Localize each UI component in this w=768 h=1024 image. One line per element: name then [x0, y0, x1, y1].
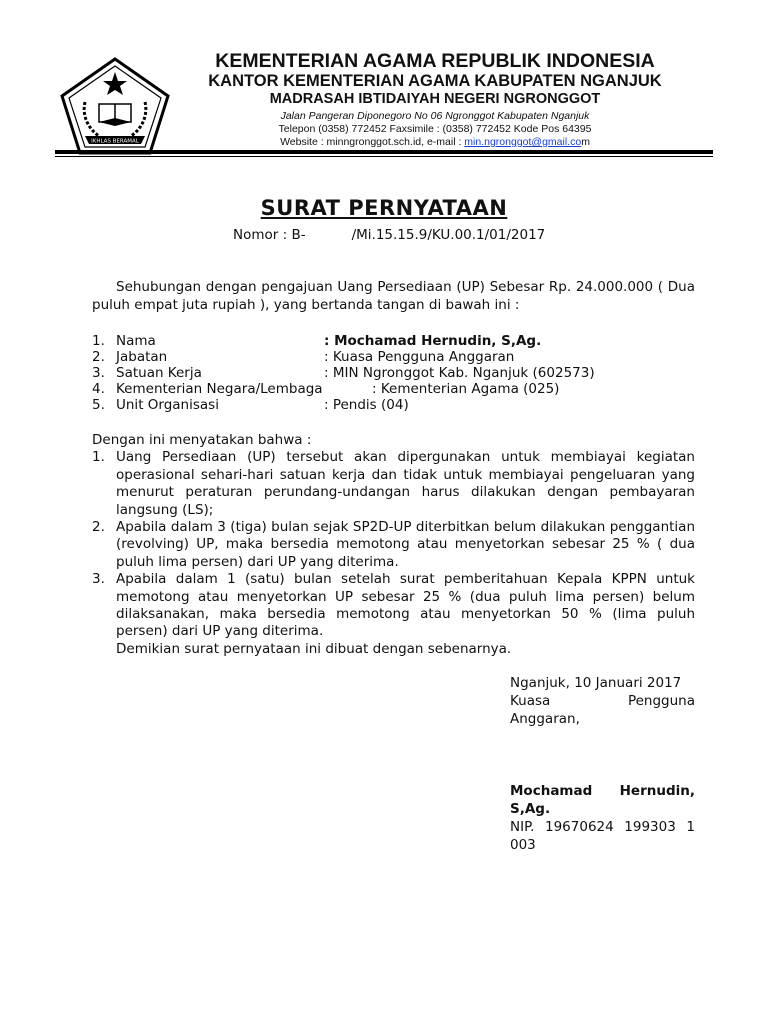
statement-intro: Dengan ini menyatakan bahwa :	[92, 432, 312, 448]
kemenag-emblem-logo	[55, 56, 175, 158]
letterhead-ministry: KEMENTERIAN AGAMA REPUBLIK INDONESIA	[215, 50, 655, 72]
document-title: SURAT PERNYATAAN	[260, 196, 508, 220]
field-value: : Mochamad Hernudin, S,Ag.	[324, 333, 542, 349]
field-label: Satuan Kerja	[116, 365, 202, 381]
statement-item	[92, 571, 695, 641]
field-value: : Kementerian Agama (025)	[372, 381, 560, 397]
email-link[interactable]: min.ngronggot@gmail.co	[464, 136, 582, 148]
closing-sentence: Demikian surat pernyataan ini dibuat dengan sebenarnya.	[116, 640, 512, 657]
document-number	[233, 227, 545, 243]
field-number: 3.	[92, 365, 105, 381]
signer-role: Kuasa Pengguna	[510, 693, 695, 709]
field-number: 4.	[92, 381, 105, 397]
place-date: Nganjuk, 10 Januari 2017	[510, 675, 682, 691]
field-satuan-kerja	[92, 365, 595, 382]
statement-text: Uang Persediaan (UP) tersebut akan dipergunakan untuk membiayai kegiatan operasional sehari-hari satuan kerja dan tidak untuk membiayai pengeluaran yang menurut peraturan perundang-undangan harus dilakukan dengan pembayaran langsung (LS);	[116, 449, 695, 518]
field-nama	[92, 333, 542, 350]
letterhead-office: KANTOR KEMENTERIAN AGAMA KABUPATEN NGANJUK	[208, 72, 662, 90]
letterhead	[180, 50, 690, 149]
nomor-label: Nomor : B-	[233, 227, 306, 243]
field-label: Unit Organisasi	[116, 397, 219, 413]
field-jabatan	[92, 349, 515, 366]
field-value: : Kuasa Pengguna Anggaran	[324, 349, 515, 365]
statement-item	[92, 449, 695, 519]
email-suffix: m	[581, 136, 590, 148]
nomor-value: /Mi.15.15.9/KU.00.1/01/2017	[351, 227, 546, 243]
field-label: Nama	[116, 333, 156, 349]
field-kementerian	[92, 381, 560, 398]
website-text: Website : minngronggot.sch.id, e-mail :	[280, 136, 465, 148]
field-value: : MIN Ngronggot Kab. Nganjuk (602573)	[324, 365, 595, 381]
statement-number: 3.	[92, 571, 105, 588]
signer-name: Mochamad Hernudin,	[510, 783, 695, 799]
letterhead-rule-thick	[55, 150, 713, 154]
statement-text: Apabila dalam 3 (tiga) bulan sejak SP2D-UP diterbitkan belum dilakukan penggantian (revolving) UP, maka bersedia memotong atau menyetorkan sebesar 25 % ( dua puluh lima persen) dari UP yang diterima.	[116, 519, 695, 570]
signer-nip: NIP. 19670624 199303 1	[510, 819, 695, 835]
signer-nip-cont: 003	[510, 837, 536, 853]
field-number: 2.	[92, 349, 105, 365]
statement-list	[92, 432, 695, 658]
statement-text: Apabila dalam 1 (satu) bulan setelah surat pemberitahuan Kepala KPPN untuk memotong atau menyetorkan UP sebesar 25 % (dua puluh lima persen) belum dilaksanakan, maka bersedia memotong atau menyetorkan 50 % (lima puluh persen) dari UP yang diterima.	[116, 571, 695, 640]
letterhead-phone: Telepon (0358) 772452 Faxsimile : (0358) 772452 Kode Pos 64395	[278, 123, 592, 135]
letterhead-school: MADRASAH IBTIDAIYAH NEGERI NGRONGGOT	[269, 91, 601, 107]
logo-motto-text: IKHLAS BERAMAL	[91, 138, 139, 145]
field-unit-organisasi	[92, 397, 409, 414]
field-number: 1.	[92, 333, 105, 349]
field-label: Jabatan	[116, 349, 168, 365]
signer-role-cont: Anggaran,	[510, 711, 580, 727]
star-icon	[103, 72, 127, 95]
statement-number: 1.	[92, 449, 105, 466]
signature-block	[510, 674, 695, 854]
letterhead-website	[180, 136, 690, 149]
statement-number: 2.	[92, 519, 105, 536]
field-number: 5.	[92, 397, 105, 413]
statement-item	[92, 519, 695, 571]
letterhead-address: Jalan Pangeran Diponegoro No 06 Ngronggot Kabupaten Nganjuk	[280, 110, 590, 122]
letterhead-rule-thin	[55, 156, 713, 157]
signer-name-cont: S,Ag.	[510, 801, 551, 817]
field-label: Kementerian Negara/Lembaga	[116, 381, 323, 397]
intro-paragraph: Sehubungan dengan pengajuan Uang Persediaan (UP) Sebesar Rp. 24.000.000 ( Dua puluh empat juta rupiah ), yang bertanda tangan di bawah ini :	[92, 279, 695, 313]
field-value: : Pendis (04)	[324, 397, 409, 413]
